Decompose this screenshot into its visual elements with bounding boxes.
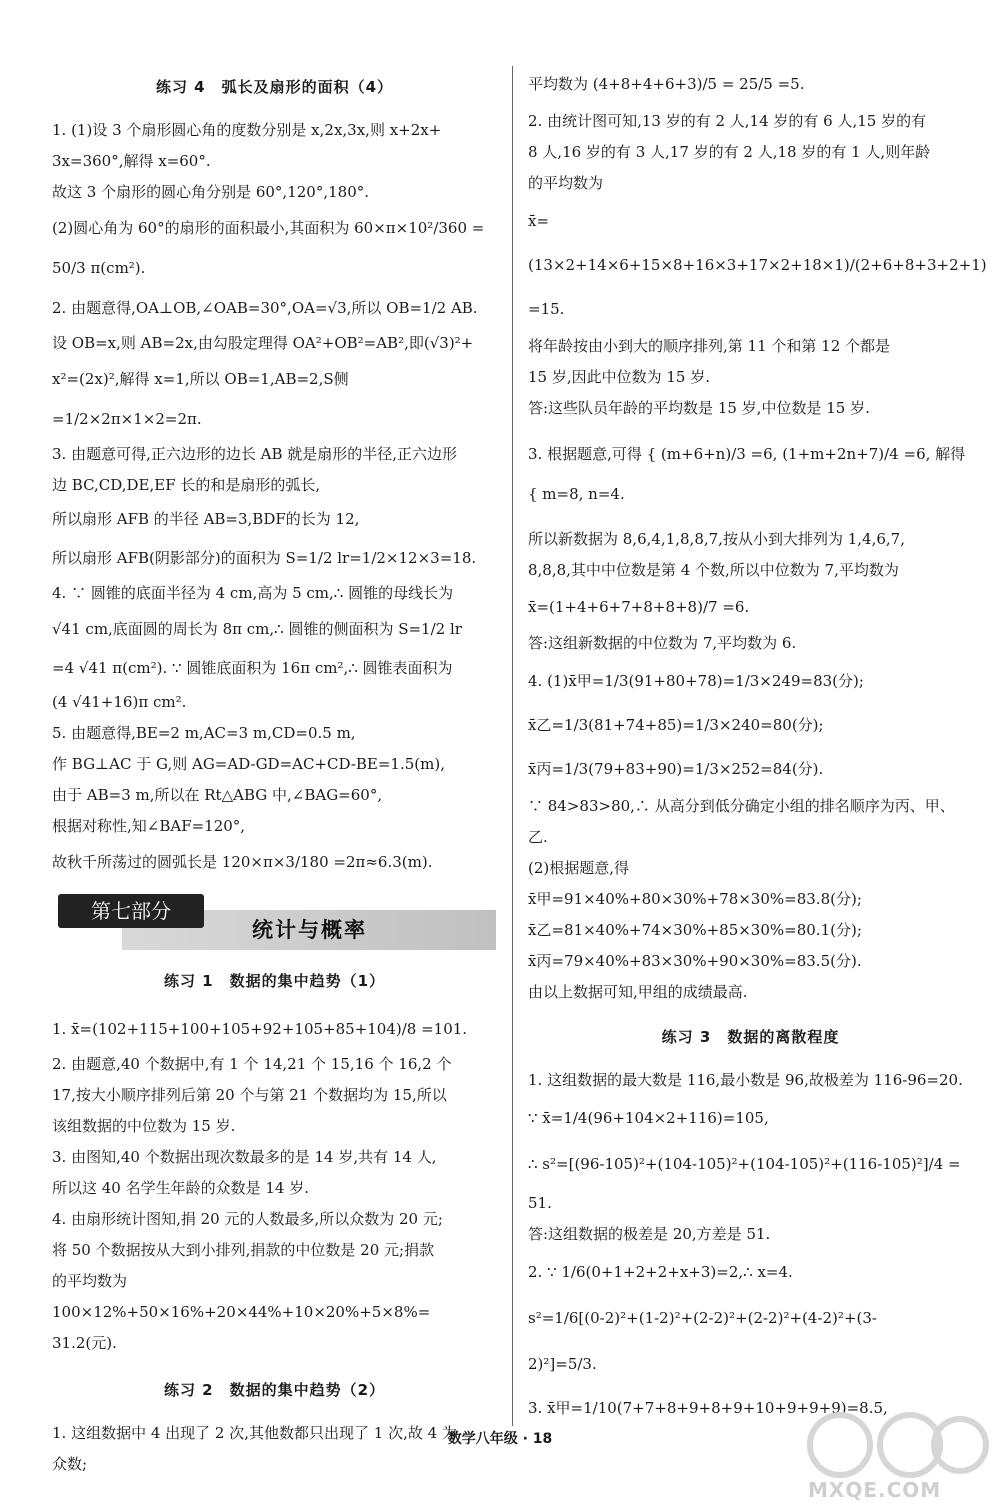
practice-1-body <box>52 1009 497 1359</box>
text-line: 将 50 个数据按从大到小排列,捐款的中位数是 20 元;捐款 <box>52 1241 435 1259</box>
text-line: 根据对称性,知∠BAF=120°, <box>52 817 246 835</box>
text-line: 2)²]=5/3. <box>528 1355 597 1373</box>
text-line: x̄=(13×2+14×6+15×8+16×3+17×2+18×1)/(2+6+8+3+2+1) =15. <box>528 212 987 318</box>
text-line: x̄乙=81×40%+74×30%+85×30%=80.1(分); <box>528 921 862 939</box>
text-line: 2. 由统计图可知,13 岁的有 2 人,14 岁的有 6 人,15 岁的有 <box>528 112 927 130</box>
text-line: 1. x̄=(102+115+100+105+92+105+85+104)/8 =101. <box>52 1020 468 1038</box>
text-line: 边 BC,CD,DE,EF 长的和是扇形的弧长, <box>52 476 321 494</box>
text-line: 1. 这组数据的最大数是 116,最小数是 96,故极差为 116-96=20. <box>528 1071 963 1089</box>
text-line: 51. <box>528 1194 552 1212</box>
text-line: 3. x̄甲=1/10(7+7+8+9+8+9+10+9+9+9)=8.5, <box>528 1399 888 1417</box>
text-line: 1. 这组数据中 4 出现了 2 次,其他数都只出现了 1 次,故 4 为 <box>52 1424 457 1442</box>
text-line: 15 岁,因此中位数为 15 岁. <box>528 368 711 386</box>
text-line: x̄甲=91×40%+80×30%+78×30%=83.8(分); <box>528 890 862 908</box>
text-line: 的平均数为 100×12%+50×16%+20×44%+10×20%+5×8%= <box>52 1272 431 1321</box>
text-line: 2. 由题意,40 个数据中,有 1 个 14,21 个 15,16 个 16,2 个 <box>52 1055 452 1073</box>
text-line: 4. ∵ 圆锥的底面半径为 4 cm,高为 5 cm,∴ 圆锥的母线长为 <box>52 584 454 602</box>
page-footer: 数学八年级 · 18 <box>447 1431 553 1447</box>
section-title: 统计与概率 <box>252 918 367 942</box>
practice-2-continued <box>528 62 987 1008</box>
text-line: 17,按大小顺序排列后第 20 个与第 21 个数据均为 15,所以 <box>52 1086 447 1104</box>
text-line: 答:这组数据的极差是 20,方差是 51. <box>528 1225 771 1243</box>
text-line: 所以扇形 AFB(阴影部分)的面积为 S=1/2 lr=1/2×12×3=18. <box>52 549 477 567</box>
practice-1-title: 练习 1 数据的集中趋势（1） <box>163 972 386 990</box>
right-column <box>528 62 987 1430</box>
text-line: s²=1/6[(0-2)²+(1-2)²+(2-2)²+(2-2)²+(4-2)²+(3- <box>528 1309 877 1327</box>
text-line: 3. 由题意可得,正六边形的边长 AB 就是扇形的半径,正六边形 <box>52 445 458 463</box>
text-line: x̄=(1+4+6+7+8+8+8)/7 =6. <box>528 598 750 616</box>
section-banner <box>52 892 497 952</box>
exercise-4-title: 练习 4 弧长及扇形的面积（4） <box>155 78 394 96</box>
text-line: ∵ x̄=1/4(96+104×2+116)=105, <box>528 1109 769 1127</box>
text-line: 3. 根据题意,可得 { (m+6+n)/3 =6, (1+m+2n+7)/4 =6, 解得 { m=8, n=4. <box>528 445 966 503</box>
text-line: 2. 由题意得,OA⊥OB,∠OAB=30°,OA=√3,所以 OB=1/2 AB. <box>52 299 478 317</box>
text-line: 所以这 40 名学生年龄的众数是 14 岁. <box>52 1179 310 1197</box>
text-line: 所以新数据为 8,6,4,1,8,8,7,按从小到大排列为 1,4,6,7, <box>528 530 905 548</box>
column-divider <box>512 66 513 1426</box>
text-line: (2)圆心角为 60°的扇形的面积最小,其面积为 60×π×10²/360 = <box>52 219 485 237</box>
text-line: 设 OB=x,则 AB=2x,由勾股定理得 OA²+OB²=AB²,即(√3)²+ <box>52 334 474 352</box>
text-line: 8 人,16 岁的有 3 人,17 岁的有 2 人,18 岁的有 1 人,则年龄 <box>528 143 931 161</box>
text-line: 故这 3 个扇形的圆心角分别是 60°,120°,180°. <box>52 183 370 201</box>
text-line: (4 √41+16)π cm². <box>52 693 187 711</box>
text-line: 的平均数为 <box>528 174 604 192</box>
text-line: 由以上数据可知,甲组的成绩最高. <box>528 983 748 1001</box>
text-line: x̄丙=79×40%+83×30%+90×30%=83.5(分). <box>528 952 862 970</box>
text-line: 故秋千所荡过的圆弧长是 120×π×3/180 =2π≈6.3(m). <box>52 853 433 871</box>
text-line: =4 √41 π(cm²). ∵ 圆锥底面积为 16π cm²,∴ 圆锥表面积为 <box>52 659 453 677</box>
text-line: 4. 由扇形统计图知,捐 20 元的人数最多,所以众数为 20 元; <box>52 1210 443 1228</box>
text-line: 该组数据的中位数为 15 岁. <box>52 1117 236 1135</box>
text-line: 平均数为 (4+8+4+6+3)/5 = 25/5 =5. <box>528 75 805 93</box>
text-line: 4. (1)x̄甲=1/3(91+80+78)=1/3×249=83(分); <box>528 672 864 690</box>
text-line: ∵ 84>83>80,∴ 从高分到低分确定小组的排名顺序为丙、甲、乙. <box>528 797 955 846</box>
text-line: 将年龄按由小到大的顺序排列,第 11 个和第 12 个都是 <box>528 337 891 355</box>
exercise-4-body <box>52 115 497 882</box>
left-column <box>52 62 497 1480</box>
practice-3-title: 练习 3 数据的离散程度 <box>661 1028 840 1046</box>
text-line: 5. 由题意得,BE=2 m,AC=3 m,CD=0.5 m, <box>52 724 356 742</box>
section-tag: 第七部分 <box>58 894 204 928</box>
text-line: 3x=360°,解得 x=60°. <box>52 152 211 170</box>
text-line: 众数; <box>52 1455 88 1473</box>
text-line: x²=(2x)²,解得 x=1,所以 OB=1,AB=2,S侧=1/2×2π×1×2=2π. <box>52 370 349 428</box>
text-line: 2. ∵ 1/6(0+1+2+2+x+3)=2,∴ x=4. <box>528 1263 793 1281</box>
text-line: 由于 AB=3 m,所以在 Rt△ABG 中,∠BAG=60°, <box>52 786 383 804</box>
text-line: x̄乙=1/3(81+74+85)=1/3×240=80(分); <box>528 716 824 734</box>
text-line: 作 BG⊥AC 于 G,则 AG=AD-GD=AC+CD-BE=1.5(m), <box>52 755 445 773</box>
text-line: 答:这组新数据的中位数为 7,平均数为 6. <box>528 634 797 652</box>
text-line: 50/3 π(cm²). <box>52 259 146 277</box>
text-line: 3. 由图知,40 个数据出现次数最多的是 14 岁,共有 14 人, <box>52 1148 437 1166</box>
practice-2-title: 练习 2 数据的集中趋势（2） <box>163 1381 386 1399</box>
text-line: 1. (1)设 3 个扇形圆心角的度数分别是 x,2x,3x,则 x+2x+ <box>52 121 442 139</box>
text-line: √41 cm,底面圆的周长为 8π cm,∴ 圆锥的侧面积为 S=1/2 lr <box>52 620 462 638</box>
practice-3-body <box>528 1065 973 1430</box>
text-line: 答:这些队员年龄的平均数是 15 岁,中位数是 15 岁. <box>528 399 870 417</box>
text-line: 31.2(元). <box>52 1334 117 1352</box>
watermark-text: MXQE.COM <box>808 1478 942 1502</box>
text-line: 8,8,8,其中中位数是第 4 个数,所以中位数为 7,平均数为 <box>528 561 899 579</box>
text-line: (2)根据题意,得 <box>528 859 630 877</box>
text-line: ∴ s²=[(96-105)²+(104-105)²+(104-105)²+(116-105)²]/4 = <box>528 1155 961 1173</box>
text-line: 所以扇形 AFB 的半径 AB=3,BDF的长为 12, <box>52 510 360 528</box>
text-line: x̄丙=1/3(79+83+90)=1/3×252=84(分). <box>528 760 824 778</box>
